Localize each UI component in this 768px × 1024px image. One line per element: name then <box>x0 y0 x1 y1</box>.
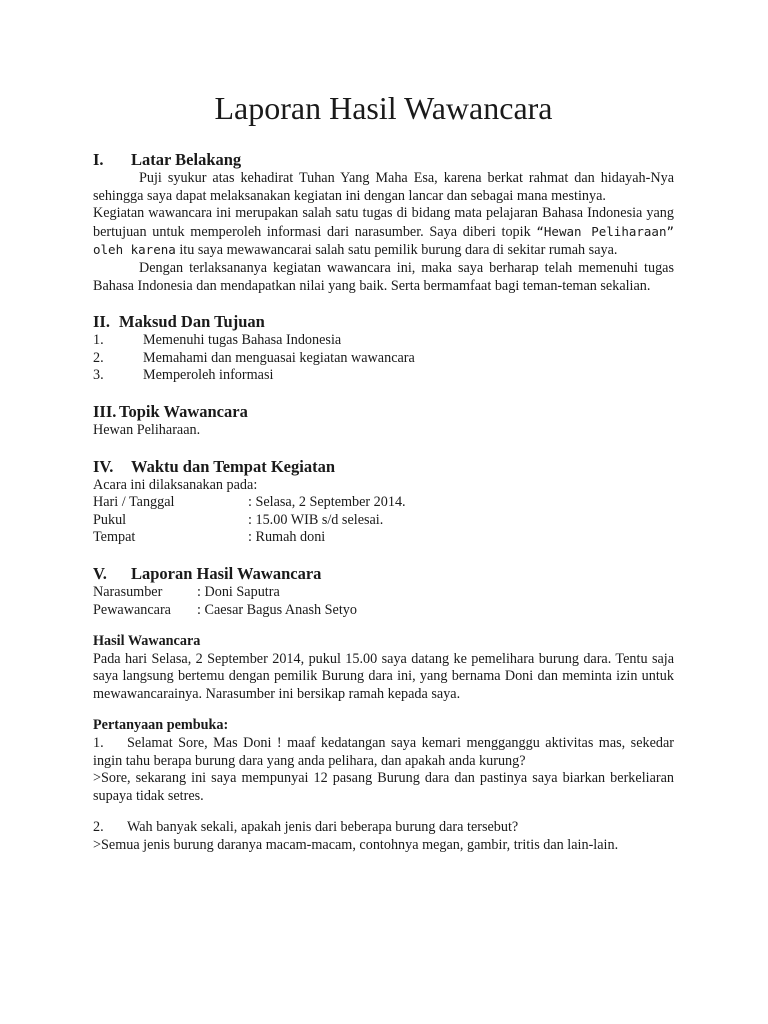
paragraph-text: itu saya mewawancarai salah satu pemilik burung dara di sekitar rumah saya. <box>175 242 618 259</box>
paragraph-latar-belakang-3: Dengan terlaksananya kegiatan wawancara ini, maka saya berharap telah memenuhi tugas Bahasa Indonesia dan mendapatkan nilai yang baik. Serta bermamfaat bagi teman-teman sekalian. <box>93 259 674 294</box>
question-text: Wah banyak sekali, apakah jenis dari beberapa burung dara tersebut? <box>127 819 519 836</box>
section-title: Latar Belakang <box>131 150 242 169</box>
interview-label: Pewawancara <box>93 601 171 618</box>
paragraph-latar-belakang-2 <box>93 205 674 260</box>
interview-label: Narasumber <box>93 583 163 600</box>
section-heading-topik <box>93 402 674 422</box>
list-number: 1. <box>93 332 104 349</box>
section-heading-waktu-tempat <box>93 457 674 477</box>
paragraph-text: Kegiatan wawancara ini merupakan salah satu tugas di bidang mata pelajaran Bahasa Indonesia yang bertujuan untuk memperoleh informasi dari narasumber. Saya diberi topik <box>93 205 674 240</box>
list-item <box>93 367 674 385</box>
question-1 <box>93 735 674 770</box>
section-number: I. <box>93 150 104 169</box>
results-paragraph: Pada hari Selasa, 2 September 2014, pukul 15.00 saya datang ke pemelihara burung dara. Tentu saja saya langsung bertemu dengan pemilik Burung dara ini, yang bernama Doni dan meminta izin untuk mewawancarainya. Narasumber ini bersikap ramah kepada saya. <box>93 650 674 702</box>
section-number: II. <box>93 312 110 332</box>
list-text: Memahami dan menguasai kegiatan wawancara <box>143 349 415 366</box>
question-text: Selamat Sore, Mas Doni ! maaf kedatangan saya kemari mengganggu aktivitas mas, sekedar ingin tahu berapa burung dara yang anda pelihara, dan apakah anda kurung? <box>93 735 674 769</box>
schedule-row-time <box>93 512 674 530</box>
paragraph-latar-belakang-1: Puji syukur atas kehadirat Tuhan Yang Maha Esa, karena berkat rahmat dan hidayah-Nya sehingga saya dapat melaksanakan kegiatan ini dengan lancar dan sebagai mana mestinya. <box>93 170 674 204</box>
schedule-row-date <box>93 494 674 512</box>
interview-value: : Doni Saputra <box>197 583 280 600</box>
document-title: Laporan Hasil Wawancara <box>214 90 553 126</box>
schedule-label: Hari / Tanggal <box>93 494 175 511</box>
schedule-label: Tempat <box>93 529 136 546</box>
schedule-value: : Rumah doni <box>248 529 326 546</box>
objective-list <box>93 332 674 385</box>
schedule-intro: Acara ini dilaksanakan pada: <box>93 476 258 493</box>
questions-heading: Pertanyaan pembuka: <box>93 717 229 734</box>
list-item <box>93 332 674 350</box>
answer-1: >Sore, sekarang ini saya mempunyai 12 pasang Burung dara dan pastinya saya biarkan berkeliaran supaya tidak setres. <box>93 770 674 804</box>
section-number: V. <box>93 563 107 583</box>
topic-quote: “Hewan Peliharaan” oleh karena <box>93 223 674 258</box>
schedule-value: : 15.00 WIB s/d selesai. <box>248 511 384 528</box>
question-2 <box>93 819 674 837</box>
question-number: 2. <box>93 819 104 836</box>
section-number: III. <box>93 401 117 421</box>
section-title: Waktu dan Tempat Kegiatan <box>131 456 336 476</box>
list-item <box>93 350 674 368</box>
question-number: 1. <box>93 735 104 752</box>
section-number: IV. <box>93 456 114 476</box>
schedule-label: Pukul <box>93 511 127 528</box>
list-number: 3. <box>93 367 104 384</box>
section-heading-laporan <box>93 564 674 584</box>
topic-text: Hewan Peliharaan. <box>93 421 201 438</box>
section-heading-latar-belakang <box>93 150 674 170</box>
schedule-row-place <box>93 529 674 547</box>
section-heading-maksud-tujuan <box>93 312 674 332</box>
document-content <box>93 88 674 855</box>
interview-value: : Caesar Bagus Anash Setyo <box>197 601 357 618</box>
schedule-value: : Selasa, 2 September 2014. <box>248 494 406 511</box>
list-text: Memenuhi tugas Bahasa Indonesia <box>143 332 342 349</box>
answer-2: >Semua jenis burung daranya macam-macam, contohnya megan, gambir, tritis dan lain-lain. <box>93 837 619 854</box>
list-number: 2. <box>93 349 104 366</box>
results-heading: Hasil Wawancara <box>93 633 201 650</box>
interview-row-source <box>93 584 674 602</box>
section-title: Maksud Dan Tujuan <box>119 312 265 332</box>
section-title: Laporan Hasil Wawancara <box>131 563 322 583</box>
section-title: Topik Wawancara <box>119 401 248 421</box>
interview-row-interviewer <box>93 602 674 620</box>
list-text: Memperoleh informasi <box>143 367 274 384</box>
